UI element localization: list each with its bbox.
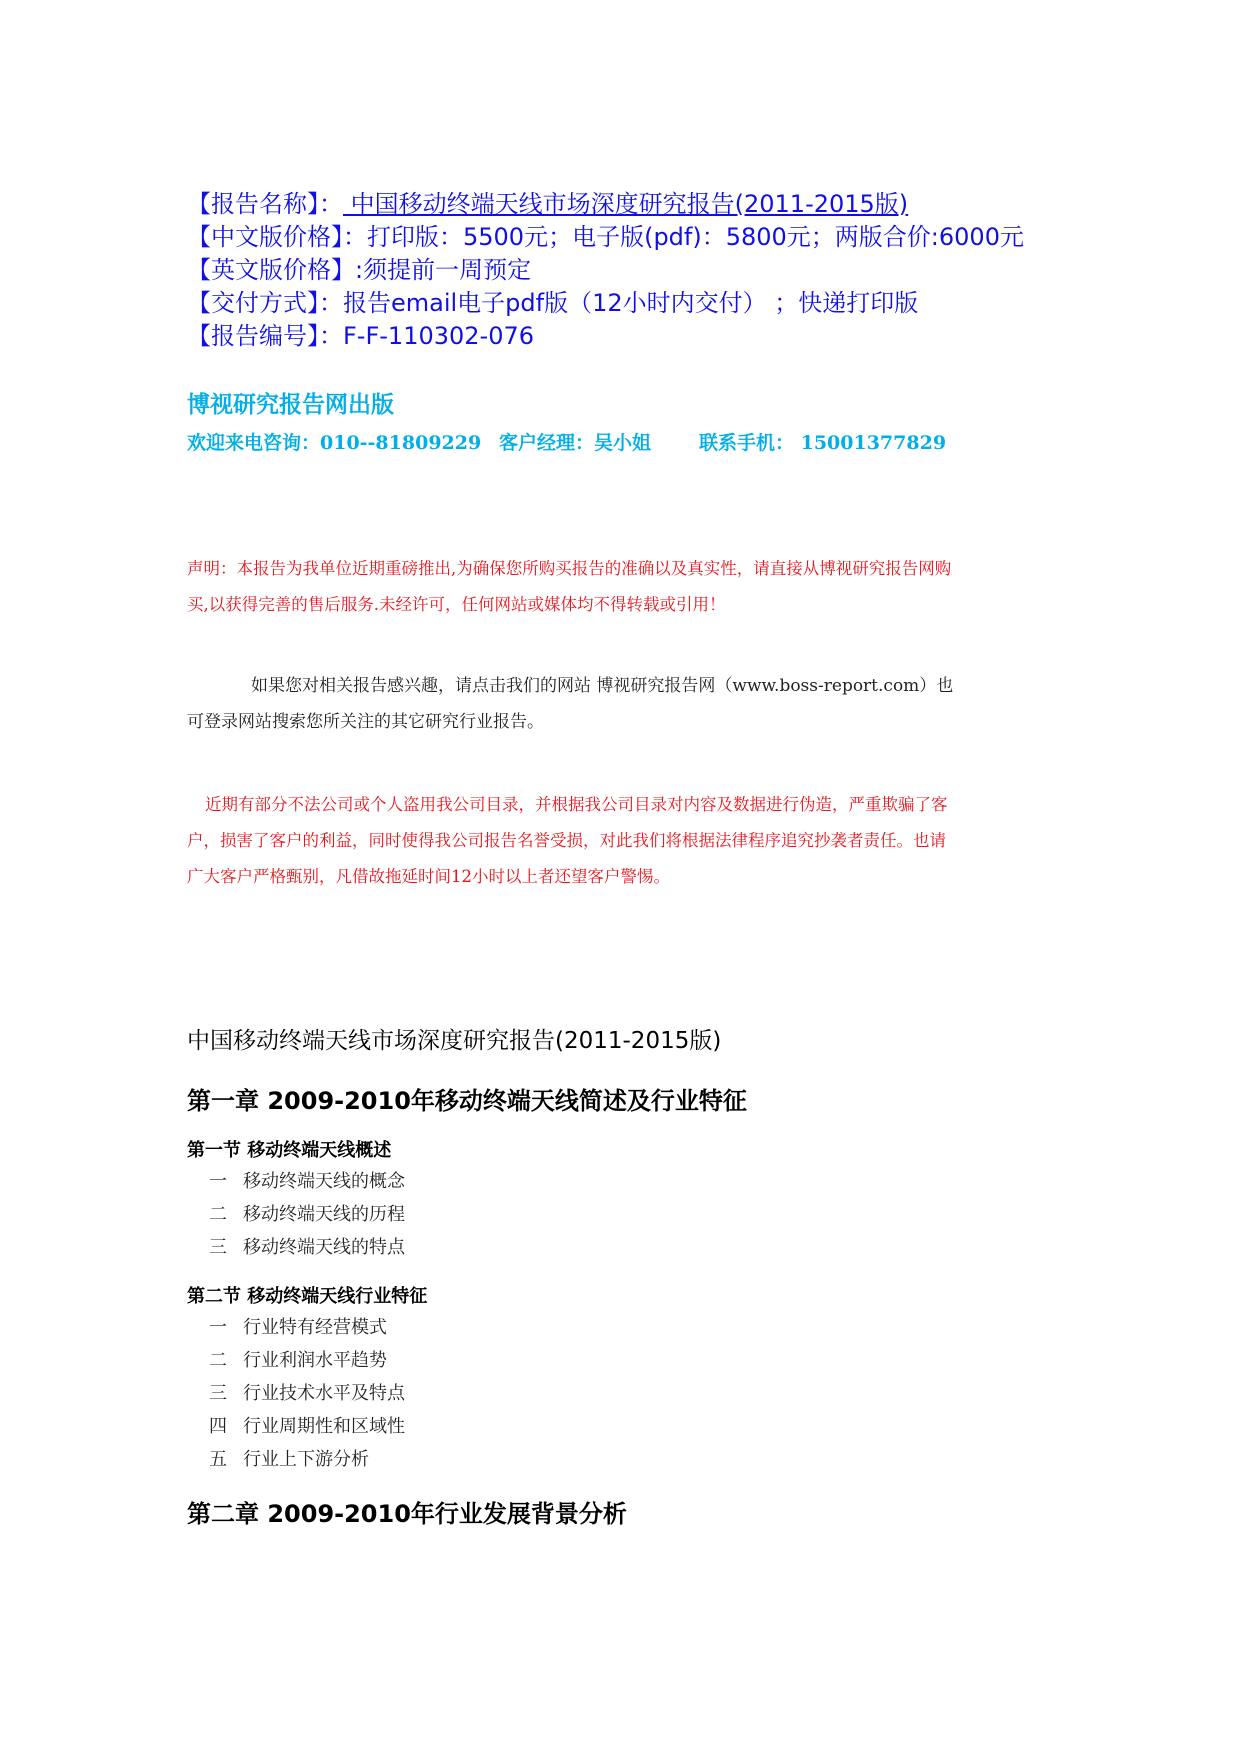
toc-item: [209, 1231, 1087, 1264]
item-number: 一: [209, 1171, 227, 1192]
item-text: 移动终端天线的历程: [243, 1204, 405, 1225]
item-text: 行业周期性和区域性: [243, 1416, 405, 1437]
report-info-block: [187, 188, 1087, 353]
toc-item: [209, 1165, 1087, 1198]
section-1-heading: 第一节 移动终端天线概述: [187, 1140, 392, 1161]
item-number: 二: [209, 1350, 227, 1371]
report-number-line: 【报告编号】：F-F-110302-076: [187, 322, 535, 350]
warning-line-2: 户，损害了客户的利益，同时使得我公司报告名誉受损，对此我们将根据法律程序追究抄袭者责任。也请: [187, 831, 946, 850]
publisher-name: 博视研究报告网出版: [187, 392, 394, 418]
item-number: 二: [209, 1204, 227, 1225]
item-number: 三: [209, 1237, 227, 1258]
website-intro: [187, 668, 1067, 740]
item-number: 三: [209, 1383, 227, 1404]
table-of-contents: [187, 1024, 1087, 1550]
report-title-link[interactable]: 中国移动终端天线市场深度研究报告(2011-2015版): [343, 190, 909, 218]
item-text: 移动终端天线的特点: [243, 1237, 405, 1258]
toc-item: [209, 1198, 1087, 1231]
chapter-2-heading: 第二章 2009-2010年行业发展背景分析: [187, 1500, 627, 1528]
delivery-line: 【交付方式】：报告email电子pdf版（12小时内交付） ；快递打印版: [187, 289, 919, 317]
chapter-1-heading: 第一章 2009-2010年移动终端天线简述及行业特征: [187, 1087, 747, 1115]
report-name-line: [187, 188, 1087, 221]
toc-item: [209, 1443, 1087, 1476]
item-text: 行业上下游分析: [243, 1449, 369, 1470]
item-text: 行业特有经营模式: [243, 1317, 387, 1338]
toc-report-title: 中国移动终端天线市场深度研究报告(2011-2015版): [187, 1028, 722, 1054]
item-number: 四: [209, 1416, 227, 1437]
contact-line: [187, 429, 946, 457]
report-name-label: 【报告名称】：: [187, 190, 343, 218]
item-text: 行业技术水平及特点: [243, 1383, 405, 1404]
warning-line-3: 广大客户严格甄别，凡借故拖延时间12小时以上者还望客户警惕。: [187, 867, 670, 886]
fraud-warning: [187, 787, 1067, 895]
item-text: 行业利润水平趋势: [243, 1350, 387, 1371]
toc-item: [209, 1344, 1087, 1377]
item-text: 移动终端天线的概念: [243, 1171, 405, 1192]
item-number: 一: [209, 1317, 227, 1338]
cn-price-line: 【中文版价格】：打印版：5500元；电子版(pdf)：5800元；两版合价:6000元: [187, 223, 1024, 251]
toc-item: [209, 1311, 1087, 1344]
disclaimer-line-2: 买,以获得完善的售后服务.未经许可，任何网站或媒体均不得转载或引用！: [187, 595, 726, 614]
en-price-line: 【英文版价格】:须提前一周预定: [187, 256, 532, 284]
manager-text: 客户经理：吴小姐: [499, 432, 652, 454]
disclaimer-line-1: 声明：本报告为我单位近期重磅推出,为确保您所购买报告的准确以及真实性，请直接从博视研究报告网购: [187, 559, 952, 578]
item-number: 五: [209, 1449, 227, 1470]
intro-line-1: 如果您对相关报告感兴趣，请点击我们的网站 博视研究报告网（www.boss-report.com）也: [251, 676, 954, 696]
intro-line-2: 可登录网站搜索您所关注的其它研究行业报告。: [187, 712, 544, 732]
publisher-block: [187, 389, 946, 457]
phone-text: 欢迎来电咨询：010--81809229: [187, 432, 482, 454]
mobile-text: 联系手机： 15001377829: [699, 432, 947, 454]
section-2-heading: 第二节 移动终端天线行业特征: [187, 1286, 428, 1307]
toc-item: [209, 1377, 1087, 1410]
warning-line-1: 近期有部分不法公司或个人盗用我公司目录，并根据我公司目录对内容及数据进行伪造，严重欺骗了客: [205, 795, 948, 814]
toc-item: [209, 1410, 1087, 1443]
disclaimer-notice: [187, 551, 1067, 623]
spacer: [187, 1264, 1087, 1283]
